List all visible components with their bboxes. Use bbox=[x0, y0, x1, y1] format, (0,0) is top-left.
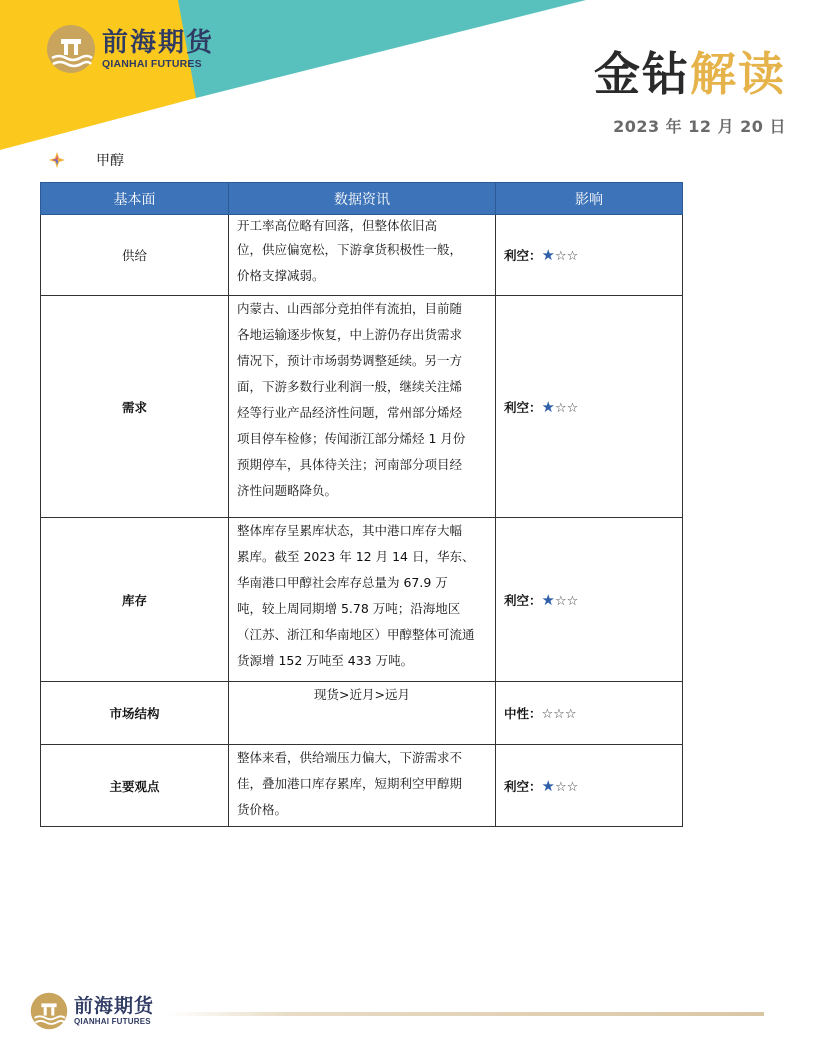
footer-logo-en: QIANHAI FUTURES bbox=[74, 1017, 151, 1026]
star-filled-icon: ★ bbox=[541, 397, 555, 416]
title-part2: 解读 bbox=[690, 47, 786, 101]
factor-cell: 库存 bbox=[41, 518, 229, 682]
impact-stars bbox=[542, 706, 577, 721]
info-line: 吨，较上周同期增 5.78 万吨；沿海地区 bbox=[237, 601, 461, 616]
info-cell bbox=[229, 745, 496, 827]
info-line: 货源增 152 万吨至 433 万吨。 bbox=[237, 653, 414, 668]
info-line: 价格支撑减弱。 bbox=[237, 268, 325, 283]
factor-cell: 供给 bbox=[41, 215, 229, 296]
info-line: 预期停车，具体待关注；河南部分项目经 bbox=[237, 457, 463, 472]
company-logo bbox=[46, 24, 214, 74]
diamond-sparkle-icon bbox=[48, 151, 66, 169]
company-emblem-icon bbox=[46, 24, 96, 74]
info-line: 各地运输逐步恢复，中上游仍存出货需求 bbox=[237, 327, 463, 342]
info-cell bbox=[229, 518, 496, 682]
info-cell bbox=[229, 682, 496, 745]
impact-cell bbox=[496, 745, 683, 827]
info-line: 整体来看，供给端压力偏大，下游需求不 bbox=[237, 750, 463, 765]
table-row bbox=[41, 518, 683, 682]
table-row bbox=[41, 745, 683, 827]
section-heading bbox=[48, 150, 124, 170]
impact-label: 中性： bbox=[504, 706, 542, 721]
star-empty-icon: ☆ bbox=[566, 249, 579, 264]
info-line: 整体库存呈累库状态，其中港口库存大幅 bbox=[237, 523, 463, 538]
info-line: 华南港口甲醇社会库存总量为 67.9 万 bbox=[237, 575, 448, 590]
table-row bbox=[41, 215, 683, 296]
logo-cn-text: 前海期货 bbox=[102, 28, 215, 58]
star-empty-icon: ☆ bbox=[554, 779, 567, 795]
impact-cell bbox=[496, 518, 683, 682]
impact-stars bbox=[542, 248, 579, 263]
header-fundamentals: 基本面 bbox=[41, 183, 229, 215]
impact-label: 利空： bbox=[504, 248, 542, 263]
info-cell bbox=[229, 215, 496, 296]
impact-label: 利空： bbox=[504, 778, 542, 794]
info-line: 济性问题略降负。 bbox=[237, 483, 338, 498]
info-line: 现货>近月>远月 bbox=[314, 687, 410, 702]
info-line: 货价格。 bbox=[237, 802, 288, 817]
info-line: 烃等行业产品经济性问题，常州部分烯烃 bbox=[237, 405, 463, 420]
section-label: 甲醇 bbox=[96, 153, 124, 169]
header-impact: 影响 bbox=[496, 183, 683, 215]
star-empty-icon: ☆ bbox=[564, 707, 577, 722]
info-line: （江苏、浙江和华南地区）甲醇整体可流通 bbox=[237, 627, 475, 642]
impact-label: 利空： bbox=[504, 592, 542, 608]
star-empty-icon: ☆ bbox=[566, 400, 579, 416]
star-filled-icon: ★ bbox=[541, 246, 555, 264]
footer-logo bbox=[30, 992, 154, 1030]
impact-stars bbox=[541, 397, 579, 416]
impact-cell bbox=[496, 682, 683, 745]
info-line: 内蒙古、山西部分竞拍伴有流拍，目前随 bbox=[237, 301, 463, 316]
star-empty-icon: ☆ bbox=[541, 707, 554, 722]
table-header-row bbox=[41, 183, 683, 215]
impact-cell bbox=[496, 296, 683, 518]
report-date: 2023 年 12 月 20 日 bbox=[613, 117, 786, 136]
factor-cell: 市场结构 bbox=[41, 682, 229, 745]
table-row bbox=[41, 682, 683, 745]
report-title bbox=[594, 46, 786, 102]
star-empty-icon: ☆ bbox=[554, 249, 567, 264]
footer-logo-cn: 前海期货 bbox=[74, 995, 155, 1017]
header-data-info: 数据资讯 bbox=[229, 183, 496, 215]
star-empty-icon: ☆ bbox=[566, 779, 579, 795]
table-row bbox=[41, 296, 683, 518]
logo-en-text: QIANHAI FUTURES bbox=[102, 58, 202, 70]
star-filled-icon: ★ bbox=[541, 590, 555, 609]
title-part1: 金钻 bbox=[594, 47, 690, 101]
impact-cell bbox=[496, 215, 683, 296]
impact-label: 利空： bbox=[504, 399, 542, 415]
info-line: 佳，叠加港口库存累库，短期利空甲醇期 bbox=[237, 776, 463, 791]
company-emblem-icon bbox=[30, 992, 68, 1030]
info-line: 项目停车检修；传闻浙江部分烯烃 1 月份 bbox=[237, 431, 466, 446]
factor-cell: 需求 bbox=[41, 296, 229, 518]
info-line: 面，下游多数行业利润一般，继续关注烯 bbox=[237, 379, 463, 394]
info-line: 位，供应偏宽松，下游拿货积极性一般， bbox=[237, 242, 463, 257]
star-empty-icon: ☆ bbox=[554, 593, 567, 609]
star-filled-icon: ★ bbox=[541, 776, 555, 795]
info-line: 开工率高位略有回落，但整体依旧高 bbox=[237, 218, 438, 233]
impact-stars bbox=[541, 776, 579, 795]
info-line: 情况下，预计市场弱势调整延续。另一方 bbox=[237, 353, 463, 368]
star-empty-icon: ☆ bbox=[554, 400, 567, 416]
star-empty-icon: ☆ bbox=[566, 593, 579, 609]
star-empty-icon: ☆ bbox=[553, 707, 565, 722]
factor-cell: 主要观点 bbox=[41, 745, 229, 827]
info-line: 累库。截至 2023 年 12 月 14 日，华东、 bbox=[237, 549, 475, 564]
fundamentals-table bbox=[40, 182, 683, 827]
impact-stars bbox=[541, 590, 579, 609]
info-cell bbox=[229, 296, 496, 518]
footer-divider bbox=[168, 1012, 764, 1016]
